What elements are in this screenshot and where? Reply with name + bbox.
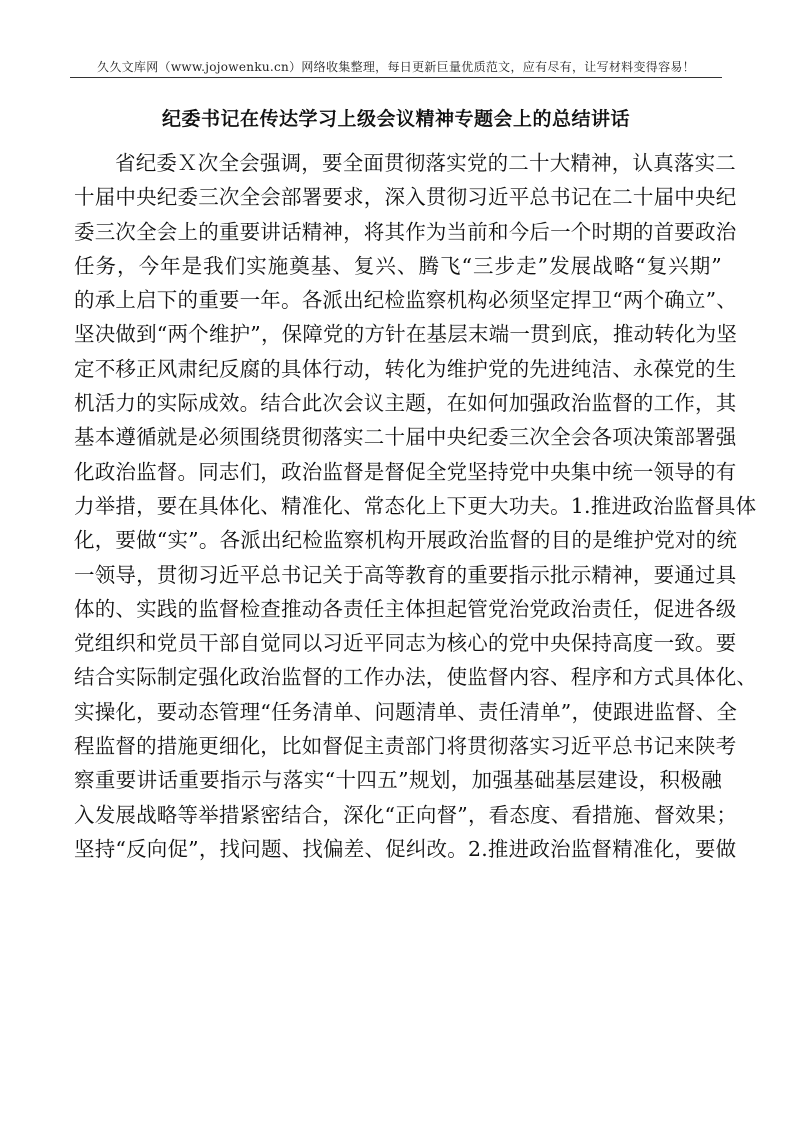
document-title: 纪委书记在传达学习上级会议精神专题会上的总结讲话: [161, 108, 630, 130]
body-line: 力举措，要在具体化、精准化、常态化上下更大功夫。1.推进政治监督具体: [74, 493, 757, 518]
site-header-notice: 久久文库网（www.jojowenku.cn）网络收集整理，每日更新巨量优质范文，应有尽有，让写材料变得容易！: [97, 60, 695, 74]
body-line: 坚持“反向促”，找问题、找偏差、促纠改。2.推进政治监督精准化，要做: [74, 836, 737, 861]
body-line: 机活力的实际成效。结合此次会议主题，在如何加强政治监督的工作，其: [74, 391, 737, 416]
body-line: 体的、实践的监督检查推动各责任主体担起管党治党政治责任，促进各级: [74, 596, 737, 621]
document-body: [74, 146, 758, 866]
body-line: 任务，今年是我们实施奠基、复兴、腾飞“三步走”发展战略“复兴期”: [74, 253, 722, 278]
body-line: 入发展战略等举措紧密结合，深化“正向督”，看态度、看措施、督效果；: [74, 802, 738, 827]
body-line: 察重要讲话重要指示与落实“十四五”规划，加强基础基层建设，积极融: [74, 768, 722, 793]
body-line: 省纪委Ｘ次全会强调，要全面贯彻落实党的二十大精神，认真落实二: [115, 151, 736, 175]
body-line: 党组织和党员干部自觉同以习近平同志为核心的党中央保持高度一致。要: [74, 631, 737, 656]
body-line: 结合实际制定强化政治监督的工作办法，使监督内容、程序和方式具体化、: [74, 665, 758, 690]
body-line: 十届中央纪委三次全会部署要求，深入贯彻习近平总书记在二十届中央纪: [74, 185, 737, 210]
body-line: 实操化，要动态管理“任务清单、问题清单、责任清单”，使跟进监督、全: [74, 699, 738, 724]
body-line: 委三次全会上的重要讲话精神，将其作为当前和今后一个时期的首要政治: [74, 219, 737, 244]
body-line: 化，要做“实”。各派出纪检监察机构开展政治监督的目的是维护党对的统: [74, 528, 738, 553]
body-line: 一领导，贯彻习近平总书记关于高等教育的重要指示批示精神，要通过具: [74, 562, 737, 587]
body-line: 定不移正风肃纪反腐的具体行动，转化为维护党的先进纯洁、永葆党的生: [74, 356, 737, 381]
body-line: 的承上启下的重要一年。各派出纪检监察机构必须坚定捍卫“两个确立”、: [74, 288, 738, 313]
body-line: 基本遵循就是必须围绕贯彻落实二十届中央纪委三次全会各项决策部署强: [74, 425, 737, 450]
body-line: 坚决做到“两个维护”，保障党的方针在基层末端一贯到底，推动转化为坚: [74, 322, 738, 347]
body-line: 程监督的措施更细化，比如督促主责部门将贯彻落实习近平总书记来陕考: [74, 734, 737, 759]
header-divider: [70, 77, 722, 78]
body-line: 化政治监督。同志们，政治监督是督促全党坚持党中央集中统一领导的有: [74, 459, 737, 484]
